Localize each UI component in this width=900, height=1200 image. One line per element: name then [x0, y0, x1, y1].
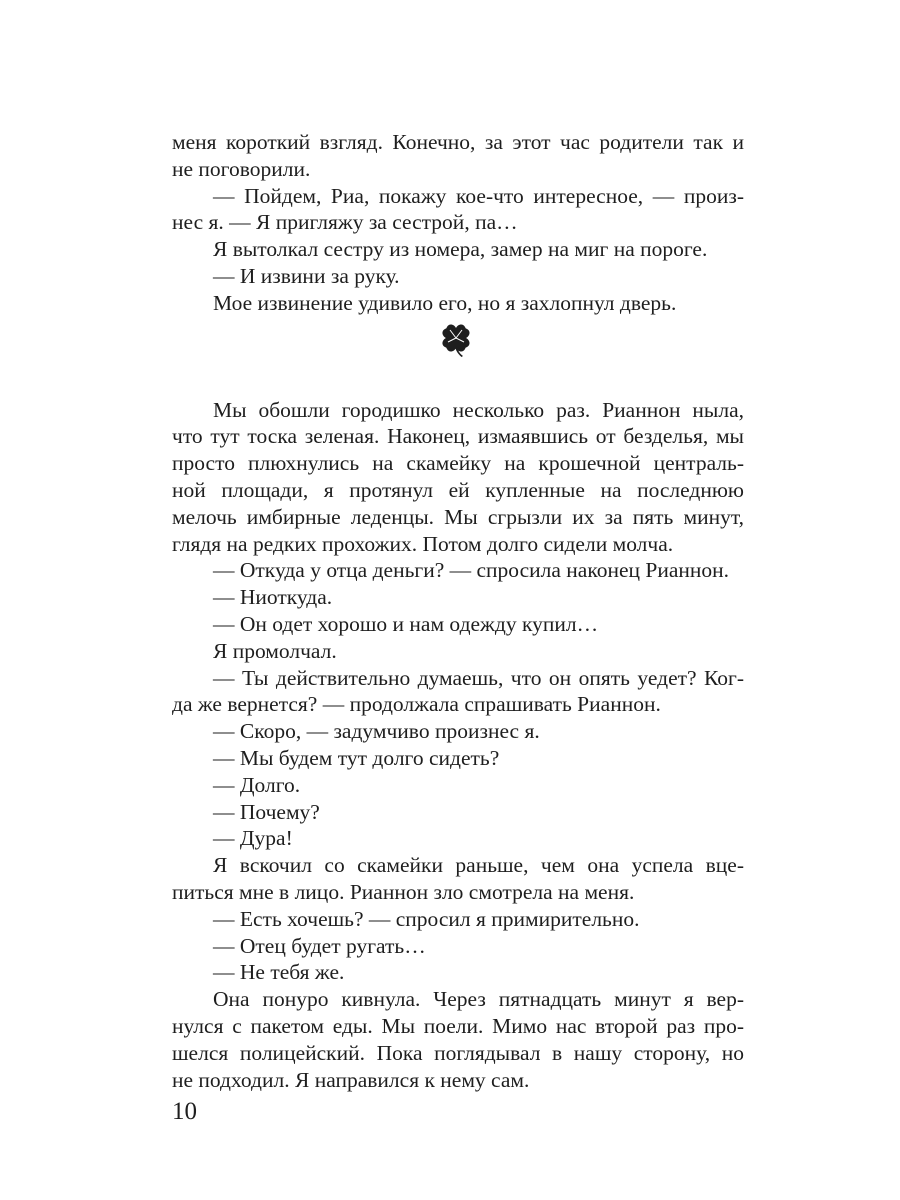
text-line: меня короткий взгляд. Конечно, за этот час родители так и — [172, 130, 744, 154]
text-line: — Скоро, — задумчиво произнес я. — [213, 719, 540, 744]
text-line: — Мы будем тут долго сидеть? — [213, 745, 500, 770]
text-line: да же вернется? — продолжала спрашивать Рианнон. — [172, 692, 661, 717]
text-line: Мы обошли городишко несколько раз. Рианнон ныла, — [213, 397, 744, 422]
text-line: что тут тоска зеленая. Наконец, измаявшись от безделья, мы — [172, 424, 744, 449]
text-line: — Ниоткуда. — [213, 585, 333, 610]
text-line: не подходил. Я направился к нему сам. — [172, 1067, 530, 1092]
text-line: — Откуда у отца деньги? — спросила наконец Рианнон. — [213, 558, 730, 583]
text-line: глядя на редких прохожих. Потом долго сидели молча. — [172, 531, 674, 556]
text-line: — Отец будет ругать… — [213, 933, 426, 958]
text-line: Я вскочил со скамейки раньше, чем она успела вце- — [213, 853, 744, 878]
text-line: нес я. — Я пригляжу за сестрой, па… — [172, 210, 518, 235]
text-line: — Ты действительно думаешь, что он опять уедет? Ког- — [213, 665, 744, 690]
text-line: шелся полицейский. Пока поглядывал в нашу сторону, но — [172, 1040, 744, 1065]
text-line: — Он одет хорошо и нам одежду купил… — [213, 611, 599, 636]
text-line: — Пойдем, Риа, покажу кое-что интересное, — произ- — [213, 183, 744, 208]
text-line: питься мне в лицо. Рианнон зло смотрела на меня. — [172, 879, 635, 904]
text-line: — Не тебя же. — [213, 960, 345, 985]
text-line: Я вытолкал сестру из номера, замер на миг на пороге. — [213, 237, 708, 262]
body-text — [172, 129, 744, 1093]
text-line: не поговорили. — [172, 156, 311, 181]
text-line: — Дура! — [213, 826, 293, 851]
text-line: — Почему? — [213, 799, 320, 824]
clover-icon — [436, 318, 476, 358]
text-line: мелочь имбирные леденцы. Мы сгрызли их за пять минут, — [172, 504, 744, 529]
text-line: — И извини за руку. — [213, 263, 400, 288]
text-line: ной площади, я протянул ей купленные на последнюю — [172, 477, 744, 502]
text-line: — Есть хочешь? — спросил я примирительно. — [213, 906, 640, 931]
page-number: 10 — [172, 1098, 197, 1125]
text-line: Мое извинение удивило его, но я захлопнул дверь. — [213, 290, 677, 315]
text-line: просто плюхнулись на скамейку на крошечной централь- — [172, 451, 744, 476]
text-line: нулся с пакетом еды. Мы поели. Мимо нас второй раз про- — [172, 1013, 744, 1038]
text-line: Я промолчал. — [213, 638, 337, 663]
text-line: Она понуро кивнула. Через пятнадцать минут я вер- — [213, 987, 744, 1012]
text-line: — Долго. — [213, 772, 301, 797]
